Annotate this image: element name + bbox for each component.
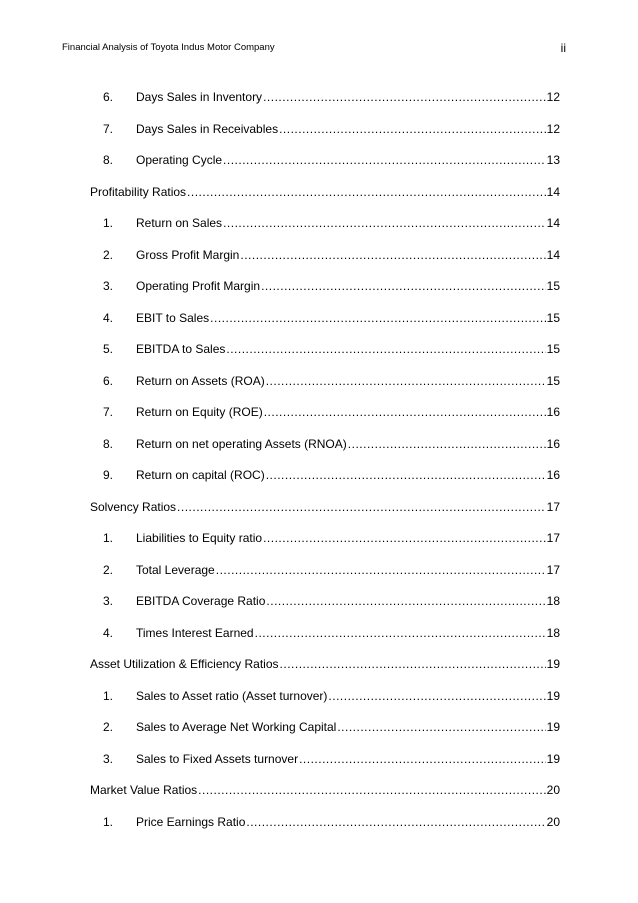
page-number: ii	[560, 41, 566, 55]
dot-leader	[266, 466, 546, 484]
toc-section[interactable]	[0, 655, 638, 673]
toc-page-number: 12	[546, 90, 560, 104]
toc-page-number: 16	[546, 436, 560, 451]
dot-leader	[198, 781, 545, 799]
dot-leader	[226, 340, 545, 358]
toc-entry-line	[136, 151, 560, 169]
toc-subentry[interactable]	[0, 529, 638, 547]
toc-subentry[interactable]	[0, 750, 638, 768]
toc-entry-number: 1.	[103, 814, 114, 829]
dot-leader	[223, 214, 546, 232]
toc-entry-label: Price Earnings Ratio	[136, 814, 246, 829]
toc-subentry[interactable]	[0, 277, 638, 295]
toc-entry-number: 2.	[103, 720, 114, 734]
toc-entry-number: 8.	[103, 436, 114, 451]
toc-subentry[interactable]	[0, 466, 638, 484]
toc-entry-label: Days Sales in Inventory	[136, 90, 263, 104]
toc-page-number: 17	[546, 562, 560, 577]
toc-subentry[interactable]	[0, 372, 638, 390]
toc-subentry[interactable]	[0, 687, 638, 705]
toc-subentry[interactable]	[0, 246, 638, 264]
toc-entry-label: Return on Equity (ROE)	[136, 405, 263, 419]
toc-subentry[interactable]	[0, 309, 638, 327]
toc-entry-line	[136, 561, 560, 579]
dot-leader	[223, 151, 546, 169]
toc-entry-line	[136, 277, 560, 295]
toc-subentry[interactable]	[0, 435, 638, 453]
dot-leader	[246, 813, 545, 831]
toc-entry-line	[136, 214, 560, 232]
toc-entry-label: Operating Profit Margin	[136, 279, 261, 293]
dot-leader	[328, 687, 545, 705]
dot-leader	[266, 592, 545, 610]
toc-page-number: 17	[546, 531, 560, 545]
toc-page-number: 15	[546, 373, 560, 388]
dot-leader	[255, 624, 546, 642]
toc-entry-line	[90, 781, 560, 799]
dot-leader	[187, 183, 546, 201]
toc-entry-line	[136, 403, 560, 421]
dot-leader	[216, 561, 546, 579]
toc-entry-label: Total Leverage	[136, 562, 215, 577]
dot-leader	[263, 88, 546, 106]
toc-page-number: 20	[546, 783, 560, 797]
running-header	[62, 42, 566, 58]
toc-entry-label: EBITDA Coverage Ratio	[136, 594, 266, 608]
toc-entry-number: 2.	[103, 247, 114, 262]
toc-entry-label: Solvency Ratios	[90, 499, 177, 514]
toc-entry-line	[136, 466, 560, 484]
toc-entry-label: EBITDA to Sales	[136, 342, 226, 356]
toc-page-number: 19	[546, 657, 560, 671]
toc-entry-line	[90, 655, 560, 673]
toc-section[interactable]	[0, 183, 638, 201]
toc-subentry[interactable]	[0, 561, 638, 579]
toc-page-number: 20	[546, 814, 560, 829]
toc-entry-number: 4.	[103, 625, 114, 640]
toc-subentry[interactable]	[0, 214, 638, 232]
toc-entry-label: Return on net operating Assets (RNOA)	[136, 436, 347, 451]
toc-entry-line	[136, 372, 560, 390]
toc-entry-label: Market Value Ratios	[90, 783, 198, 797]
toc-entry-line	[90, 183, 560, 201]
toc-entry-number: 7.	[103, 121, 114, 136]
toc-entry-line	[136, 813, 560, 831]
toc-entry-number: 3.	[103, 279, 114, 293]
toc-page-number: 13	[546, 153, 560, 167]
dot-leader	[279, 120, 546, 138]
dot-leader	[240, 246, 545, 264]
toc-entry-label: Sales to Average Net Working Capital	[136, 720, 337, 734]
toc-page-number: 16	[546, 468, 560, 482]
toc-entry-label: Days Sales in Receivables	[136, 121, 279, 136]
toc-entry-number: 9.	[103, 468, 114, 482]
dot-leader	[264, 403, 546, 421]
toc-entry-number: 3.	[103, 751, 114, 766]
toc-entry-line	[136, 435, 560, 453]
toc-entry-label: EBIT to Sales	[136, 310, 210, 325]
toc-entry-label: Gross Profit Margin	[136, 247, 240, 262]
toc-entry-label: Times Interest Earned	[136, 625, 254, 640]
toc-entry-line	[136, 687, 560, 705]
toc-entry-label: Operating Cycle	[136, 153, 223, 167]
toc-subentry[interactable]	[0, 813, 638, 831]
toc-section[interactable]	[0, 498, 638, 516]
toc-subentry[interactable]	[0, 624, 638, 642]
toc-entry-line	[136, 529, 560, 547]
toc-page-number: 14	[546, 216, 560, 230]
toc-entry-line	[136, 88, 560, 106]
toc-entry-line	[136, 750, 560, 768]
toc-entry-label: Return on Assets (ROA)	[136, 373, 265, 388]
toc-entry-line	[136, 340, 560, 358]
toc-entry-line	[136, 246, 560, 264]
toc-entry-label: Liabilities to Equity ratio	[136, 531, 263, 545]
dot-leader	[299, 750, 546, 768]
toc-subentry[interactable]	[0, 592, 638, 610]
toc-entry-line	[136, 120, 560, 138]
toc-page-number: 12	[546, 121, 560, 136]
toc-entry-number: 7.	[103, 405, 114, 419]
toc-subentry[interactable]	[0, 120, 638, 138]
toc-page-number: 19	[546, 688, 560, 703]
dot-leader	[280, 655, 546, 673]
toc-subentry[interactable]	[0, 718, 638, 736]
toc-page-number: 15	[546, 279, 560, 293]
toc-entry-number: 6.	[103, 373, 114, 388]
toc-entry-line	[136, 718, 560, 736]
dot-leader	[266, 372, 546, 390]
dot-leader	[261, 277, 546, 295]
toc-entry-number: 1.	[103, 688, 114, 703]
toc-entry-label: Profitability Ratios	[90, 184, 187, 199]
toc-subentry[interactable]	[0, 151, 638, 169]
toc-entry-number: 5.	[103, 342, 114, 356]
toc-entry-label: Sales to Asset ratio (Asset turnover)	[136, 688, 328, 703]
toc-entry-line	[136, 309, 560, 327]
toc-subentry[interactable]	[0, 88, 638, 106]
toc-page-number: 16	[546, 405, 560, 419]
dot-leader	[348, 435, 546, 453]
toc-page-number: 19	[546, 751, 560, 766]
toc-entry-label: Return on capital (ROC)	[136, 468, 265, 482]
toc-page-number: 15	[546, 342, 560, 356]
toc-entry-number: 2.	[103, 562, 114, 577]
toc-page-number: 19	[546, 720, 560, 734]
toc-page-number: 18	[546, 625, 560, 640]
toc-page-number: 18	[546, 594, 560, 608]
toc-page-number: 15	[546, 310, 560, 325]
toc-entry-number: 4.	[103, 310, 114, 325]
toc-page-number: 14	[546, 184, 560, 199]
toc-entry-number: 3.	[103, 594, 114, 608]
document-title: Financial Analysis of Toyota Indus Motor Company	[62, 42, 275, 53]
toc-entry-number: 8.	[103, 153, 114, 167]
toc-entry-label: Sales to Fixed Assets turnover	[136, 751, 299, 766]
toc-entry-line	[136, 592, 560, 610]
toc-entry-label: Return on Sales	[136, 216, 223, 230]
toc-entry-line	[136, 624, 560, 642]
toc-subentry[interactable]	[0, 340, 638, 358]
toc-entry-number: 1.	[103, 531, 114, 545]
toc-entry-label: Asset Utilization & Efficiency Ratios	[90, 657, 279, 671]
toc-entry-number: 6.	[103, 90, 114, 104]
dot-leader	[337, 718, 545, 736]
toc-entry-number: 1.	[103, 216, 114, 230]
toc-page-number: 14	[546, 247, 560, 262]
toc-page-number: 17	[546, 499, 560, 514]
dot-leader	[177, 498, 546, 516]
toc-entry-line	[90, 498, 560, 516]
dot-leader	[210, 309, 545, 327]
toc-section[interactable]	[0, 781, 638, 799]
dot-leader	[263, 529, 546, 547]
toc-subentry[interactable]	[0, 403, 638, 421]
